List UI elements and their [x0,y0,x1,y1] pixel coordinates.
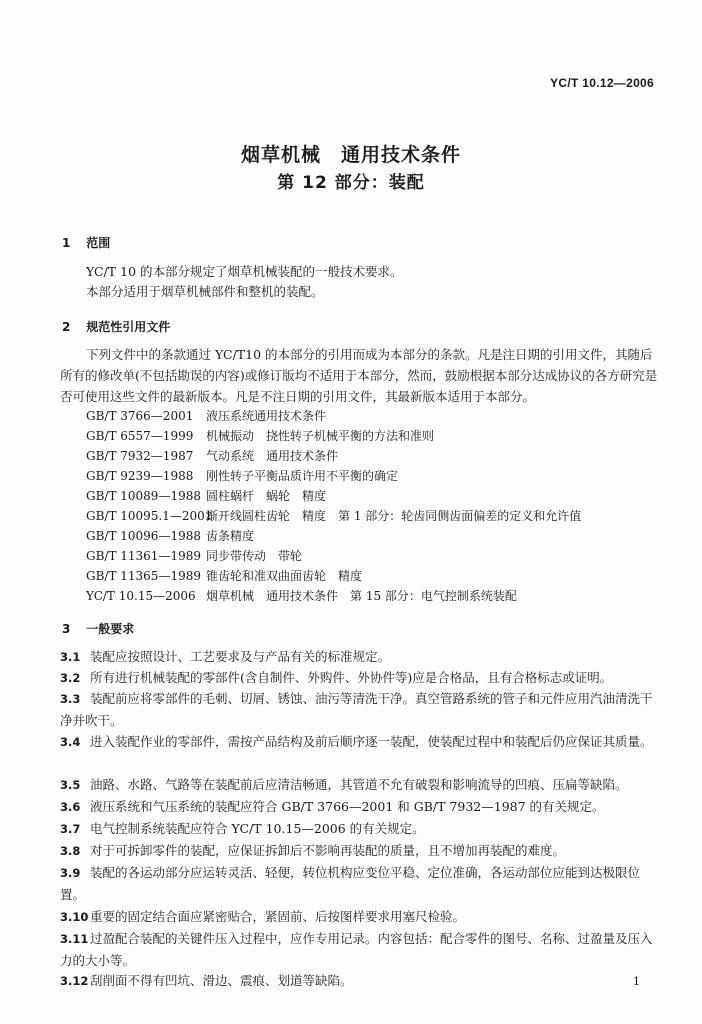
clause-number: 3.4 [60,735,81,749]
clause-text: 所有进行机械装配的零部件(含自制件、外购件、外协件等)应是合格品，且有合格标志或证明。 [90,670,613,685]
reference-title: 烟草机械 通用技术条件 第 15 部分：电气控制系统装配 [206,589,517,603]
clause-text: 装配的各运动部分应运转灵活、轻便，转位机构应变位平稳、定位准确，各运动部位应能到达极限位置。 [60,865,641,902]
reference-code: GB/T 10089—1988 [86,489,201,503]
reference-item [86,487,326,504]
section-title: 一般要求 [86,622,135,636]
clause-number: 3.12 [60,974,89,988]
clause [60,688,660,731]
document-code: YC/T 10.12—2006 [550,76,654,90]
clause-text: 油路、水路、气路等在装配前后应清洁畅通，其管道不允有破裂和影响流导的凹痕、压扁等缺陷。 [90,777,628,792]
clause-text: 过盈配合装配的关键件压入过程中，应作专用记录。内容包括：配合零件的图号、名称、过盈量及压入力的大小等。 [60,931,653,968]
clause-number: 3.11 [60,932,89,946]
section-number: 3 [62,622,71,636]
clause [60,928,660,971]
clause-number: 3.6 [60,800,81,814]
clause-number: 3.2 [60,671,81,685]
reference-item [86,427,434,444]
clause-text: 装配应按照设计、工艺要求及与产品有关的标准规定。 [90,649,391,664]
clause-text: 刮削面不得有凹坑、滑边、震痕、划道等缺陷。 [90,973,353,988]
clause-text: 液压系统和气压系统的装配应符合 GB/T 3766—2001 和 GB/T 7932—1987 的有关规定。 [90,799,605,814]
document-subtitle: 第 12 部分：装配 [277,173,425,193]
clause [60,667,660,689]
clause [60,731,660,753]
reference-item [86,527,254,544]
clause-number: 3.8 [60,844,81,858]
reference-title: 圆柱蜗杆 蜗轮 精度 [206,489,327,503]
clause [60,646,660,668]
reference-code: GB/T 7932—1987 [86,449,194,463]
clause-text: 重要的固定结合面应紧密贴合，紧固前、后按图样要求用塞尺检验。 [90,909,466,924]
section-number: 2 [62,320,71,334]
reference-item [86,547,302,564]
document-title: 烟草机械 通用技术条件 [240,144,461,166]
reference-title: 同步带传动 带轮 [206,549,303,563]
reference-code: GB/T 10095.1—2001 [86,509,213,523]
reference-item [86,447,338,464]
reference-title: 液压系统通用技术条件 [206,409,327,423]
reference-item [86,407,326,424]
clause [60,818,660,840]
clause-number: 3.7 [60,822,81,836]
reference-item [86,507,581,524]
scope-line-2: 本部分适用于烟草机械部件和整机的装配。 [86,284,324,299]
section-title: 范围 [86,236,111,250]
clause-number: 3.9 [60,866,81,880]
reference-code: GB/T 11361—1989 [86,549,201,563]
clause [60,774,660,796]
section-heading-scope [62,234,110,251]
reference-item [86,467,398,484]
reference-item [86,567,362,584]
page-number: 1 [633,975,640,988]
reference-title: 齿条精度 [206,529,255,543]
reference-code: GB/T 6557—1999 [86,429,194,443]
clause-number: 3.10 [60,910,89,924]
clause [60,796,660,818]
clause [60,862,660,905]
reference-item [86,587,517,604]
reference-title: 渐开线圆柱齿轮 精度 第 1 部分：轮齿同侧齿面偏差的定义和允许值 [206,509,582,523]
section-heading-normative-references [62,318,170,335]
clause [60,970,620,992]
scope-line-1: YC/T 10 的本部分规定了烟草机械装配的一般技术要求。 [86,264,403,279]
reference-code: GB/T 11365—1989 [86,569,201,583]
reference-code: YC/T 10.15—2006 [86,589,196,603]
reference-code: GB/T 10096—1988 [86,529,201,543]
clause-number: 3.1 [60,650,81,664]
reference-title: 锥齿轮和准双曲面齿轮 精度 [206,569,363,583]
reference-title: 刚性转子平衡品质许用不平衡的确定 [206,469,399,483]
reference-title: 气动系统 通用技术条件 [206,449,339,463]
clause-text: 对于可拆卸零件的装配，应保证拆卸后不影响再装配的质量，且不增加再装配的难度。 [90,843,566,858]
section-title: 规范性引用文件 [86,320,171,334]
section-heading-general-requirements [62,620,134,637]
clause-text: 进入装配作业的零部件，需按产品结构及前后顺序逐一装配，使装配过程中和装配后仍应保证其质量。 [90,734,653,749]
section-number: 1 [62,236,71,250]
reference-code: GB/T 3766—2001 [86,409,194,423]
clause-number: 3.3 [60,692,81,706]
clause [60,840,660,862]
clause-text: 装配前应将零部件的毛刺、切屑、锈蚀、油污等清洗干净。真空管路系统的管子和元件应用汽油清洗干净并吹干。 [60,691,653,728]
normative-intro: 下列文件中的条款通过 YC/T10 的本部分的引用而成为本部分的条款。凡是注日期的引用文件，其随后所有的修改单(不包括勘误的内容)或修订版均不适用于本部分，然而，鼓励根据本部分达成协议的各方研究是否可使用这些文件的最新版本。凡是不注日期的引用文件，其最新版本适用于本部分。 [60,347,658,404]
reference-code: GB/T 9239—1988 [86,469,194,483]
reference-title: 机械振动 挠性转子机械平衡的方法和准则 [206,429,435,443]
clause-text: 电气控制系统装配应符合 YC/T 10.15—2006 的有关规定。 [90,821,425,836]
clause [60,906,660,928]
clause-number: 3.5 [60,778,81,792]
